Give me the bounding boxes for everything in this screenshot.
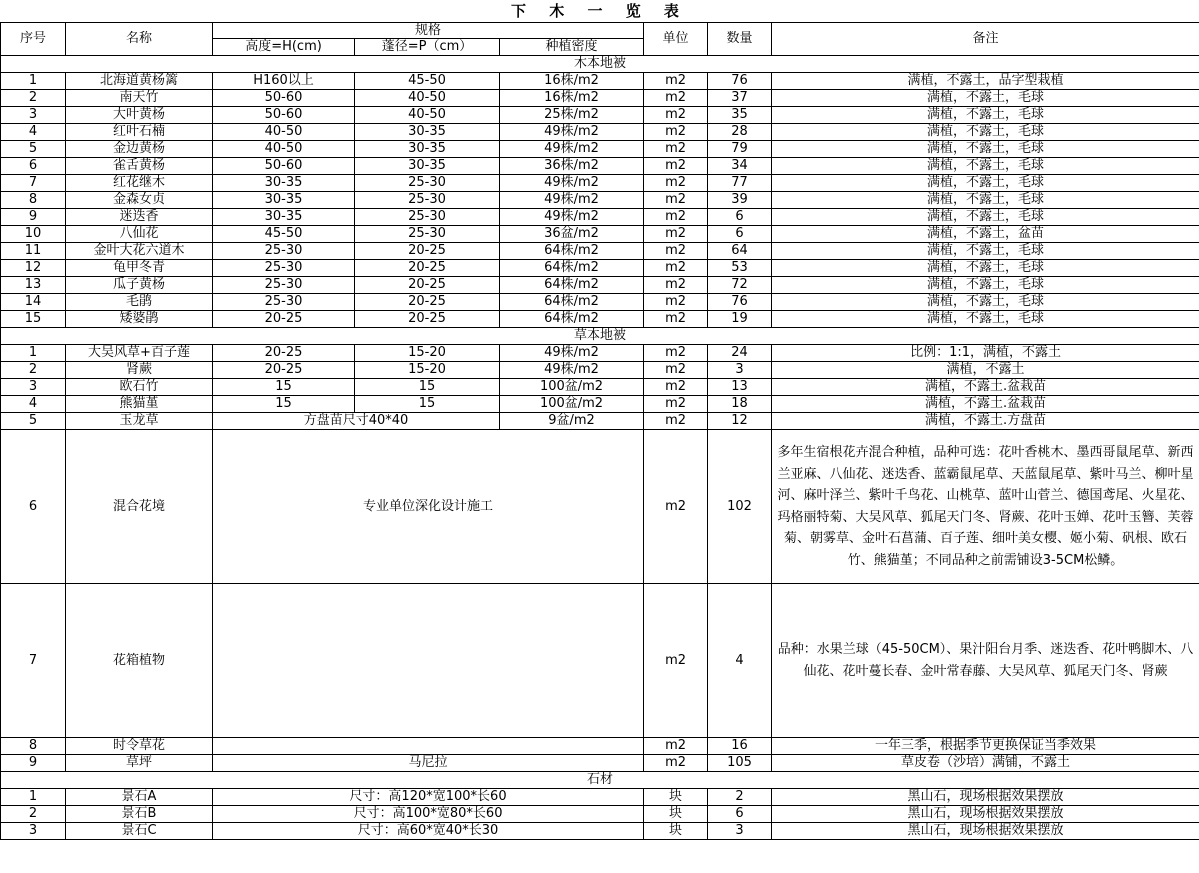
cell-remark: 满植，不露土，毛球	[772, 175, 1199, 192]
cell-index: 2	[1, 362, 66, 379]
cell-height: 20-25	[213, 362, 355, 379]
cell-name: 雀舌黄杨	[66, 158, 213, 175]
cell-name: 景石B	[66, 806, 213, 823]
section-row	[1, 772, 1199, 789]
cell-quantity: 76	[708, 294, 772, 311]
cell-index: 5	[1, 141, 66, 158]
cell-height: 50-60	[213, 90, 355, 107]
cell-quantity: 13	[708, 379, 772, 396]
cell-name: 混合花境	[66, 430, 213, 584]
cell-unit: 块	[644, 823, 708, 840]
cell-index: 6	[1, 158, 66, 175]
table-row	[1, 192, 1199, 209]
cell-quantity: 28	[708, 124, 772, 141]
cell-index: 5	[1, 413, 66, 430]
cell-density: 49株/m2	[500, 141, 644, 158]
cell-index: 2	[1, 90, 66, 107]
cell-remark: 满植，不露土，毛球	[772, 192, 1199, 209]
cell-quantity: 6	[708, 209, 772, 226]
cell-density: 100盆/m2	[500, 379, 644, 396]
cell-remark: 满植，不露土，毛球	[772, 209, 1199, 226]
cell-index: 15	[1, 311, 66, 328]
cell-name: 大吴风草+百子莲	[66, 345, 213, 362]
table-row	[1, 823, 1199, 840]
table-row	[1, 345, 1199, 362]
cell-height: 20-25	[213, 345, 355, 362]
cell-remark: 一年三季，根据季节更换保证当季效果	[772, 738, 1199, 755]
cell-quantity: 2	[708, 789, 772, 806]
cell-unit: m2	[644, 277, 708, 294]
cell-quantity: 16	[708, 738, 772, 755]
cell-remark: 满植，不露土.盆栽苗	[772, 396, 1199, 413]
cell-unit: m2	[644, 107, 708, 124]
cell-name: 金边黄杨	[66, 141, 213, 158]
cell-quantity: 35	[708, 107, 772, 124]
table-row	[1, 396, 1199, 413]
cell-spread: 20-25	[355, 243, 500, 260]
plant-schedule-table	[0, 22, 1199, 840]
cell-quantity: 37	[708, 90, 772, 107]
cell-quantity: 24	[708, 345, 772, 362]
cell-unit: m2	[644, 396, 708, 413]
cell-density: 49株/m2	[500, 192, 644, 209]
cell-unit: m2	[644, 294, 708, 311]
cell-index: 3	[1, 823, 66, 840]
cell-density: 64株/m2	[500, 311, 644, 328]
cell-index: 1	[1, 73, 66, 90]
cell-spread: 25-30	[355, 192, 500, 209]
cell-density: 36盆/m2	[500, 226, 644, 243]
cell-height: 25-30	[213, 294, 355, 311]
table-row	[1, 175, 1199, 192]
cell-density: 100盆/m2	[500, 396, 644, 413]
cell-height: 50-60	[213, 158, 355, 175]
cell-remark: 多年生宿根花卉混合种植，品种可选：花叶香桃木、墨西哥鼠尾草、新西兰亚麻、八仙花、迷迭香、蓝霸鼠尾草、天蓝鼠尾草、紫叶马兰、柳叶星河、麻叶泽兰、紫叶千鸟花、山桃草、蓝叶山菅兰、德国鸢尾、火星花、玛格丽特菊、大吴风草、狐尾天门冬、肾蕨、花叶玉婵、花叶玉簪、芙蓉菊、朝雾草、金叶石菖蒲、百子莲、细叶美女樱、姬小菊、矾根、欧石竹、熊猫堇；不同品种之前需铺设3-5CM松鳞。	[772, 430, 1199, 584]
cell-spec	[213, 738, 644, 755]
cell-unit: m2	[644, 584, 708, 738]
cell-remark: 满植，不露土	[772, 362, 1199, 379]
cell-index: 2	[1, 806, 66, 823]
cell-unit: m2	[644, 345, 708, 362]
cell-density: 36株/m2	[500, 158, 644, 175]
table-row	[1, 124, 1199, 141]
cell-unit: m2	[644, 90, 708, 107]
cell-height: H160以上	[213, 73, 355, 90]
cell-spread: 40-50	[355, 90, 500, 107]
cell-remark: 满植，不露土，毛球	[772, 141, 1199, 158]
cell-spread: 20-25	[355, 294, 500, 311]
cell-index: 7	[1, 175, 66, 192]
cell-spread: 25-30	[355, 175, 500, 192]
cell-quantity: 6	[708, 806, 772, 823]
table-row	[1, 90, 1199, 107]
cell-density: 64株/m2	[500, 243, 644, 260]
table-row	[1, 806, 1199, 823]
section-row	[1, 328, 1199, 345]
cell-quantity: 53	[708, 260, 772, 277]
cell-spread: 30-35	[355, 124, 500, 141]
cell-unit: m2	[644, 413, 708, 430]
section-label: 石材	[1, 772, 1199, 789]
table-title: 下 木 一 览 表	[511, 2, 688, 20]
cell-quantity: 64	[708, 243, 772, 260]
cell-name: 欧石竹	[66, 379, 213, 396]
cell-unit: m2	[644, 260, 708, 277]
cell-index: 11	[1, 243, 66, 260]
table-row	[1, 755, 1199, 772]
cell-spread: 15	[355, 379, 500, 396]
cell-unit: m2	[644, 124, 708, 141]
table-row	[1, 107, 1199, 124]
table-row	[1, 158, 1199, 175]
cell-name: 瓜子黄杨	[66, 277, 213, 294]
cell-quantity: 34	[708, 158, 772, 175]
cell-name: 金叶大花六道木	[66, 243, 213, 260]
cell-remark: 满植，不露土，毛球	[772, 277, 1199, 294]
cell-remark: 满植，不露土，毛球	[772, 107, 1199, 124]
cell-unit: m2	[644, 73, 708, 90]
table-row	[1, 738, 1199, 755]
header-index: 序号	[1, 23, 66, 56]
table-row	[1, 584, 1199, 738]
table-row	[1, 243, 1199, 260]
cell-spec: 尺寸：高100*宽80*长60	[213, 806, 644, 823]
cell-index: 6	[1, 430, 66, 584]
cell-name: 红叶石楠	[66, 124, 213, 141]
table-row	[1, 789, 1199, 806]
table-row	[1, 141, 1199, 158]
header-quantity: 数量	[708, 23, 772, 56]
cell-name: 毛鹃	[66, 294, 213, 311]
cell-name: 景石A	[66, 789, 213, 806]
cell-unit: m2	[644, 158, 708, 175]
cell-name: 八仙花	[66, 226, 213, 243]
cell-density: 49株/m2	[500, 175, 644, 192]
cell-name: 草坪	[66, 755, 213, 772]
cell-density: 64株/m2	[500, 277, 644, 294]
cell-name: 金森女贞	[66, 192, 213, 209]
cell-density: 25株/m2	[500, 107, 644, 124]
cell-spread: 30-35	[355, 141, 500, 158]
table-row	[1, 226, 1199, 243]
header-name: 名称	[66, 23, 213, 56]
cell-unit: m2	[644, 226, 708, 243]
cell-unit: 块	[644, 789, 708, 806]
cell-index: 1	[1, 789, 66, 806]
cell-remark: 满植，不露土，品字型栽植	[772, 73, 1199, 90]
cell-height: 25-30	[213, 260, 355, 277]
cell-name: 熊猫堇	[66, 396, 213, 413]
cell-unit: m2	[644, 738, 708, 755]
cell-quantity: 39	[708, 192, 772, 209]
cell-index: 4	[1, 396, 66, 413]
cell-name: 肾蕨	[66, 362, 213, 379]
cell-quantity: 72	[708, 277, 772, 294]
cell-spec: 尺寸：高120*宽100*长60	[213, 789, 644, 806]
cell-spread: 15	[355, 396, 500, 413]
cell-spread: 45-50	[355, 73, 500, 90]
cell-name: 红花继木	[66, 175, 213, 192]
table-row	[1, 294, 1199, 311]
cell-unit: m2	[644, 192, 708, 209]
cell-quantity: 76	[708, 73, 772, 90]
cell-spread: 25-30	[355, 209, 500, 226]
cell-unit: m2	[644, 209, 708, 226]
cell-remark: 黑山石，现场根据效果摆放	[772, 823, 1199, 840]
cell-spread: 15-20	[355, 345, 500, 362]
cell-remark: 满植，不露土，毛球	[772, 243, 1199, 260]
cell-index: 3	[1, 379, 66, 396]
cell-quantity: 4	[708, 584, 772, 738]
cell-remark: 品种：水果兰球（45-50CM）、果汁阳台月季、迷迭香、花叶鸭脚木、八仙花、花叶蔓长春、金叶常春藤、大吴风草、狐尾天门冬、肾蕨	[772, 584, 1199, 738]
table-row	[1, 260, 1199, 277]
section-row	[1, 56, 1199, 73]
cell-remark: 满植，不露土，盆苗	[772, 226, 1199, 243]
cell-quantity: 77	[708, 175, 772, 192]
cell-remark: 黑山石，现场根据效果摆放	[772, 789, 1199, 806]
cell-name: 南天竹	[66, 90, 213, 107]
cell-remark: 满植，不露土.方盘苗	[772, 413, 1199, 430]
cell-spec: 方盘苗尺寸40*40	[213, 413, 500, 430]
cell-spread: 25-30	[355, 226, 500, 243]
cell-quantity: 18	[708, 396, 772, 413]
cell-height: 45-50	[213, 226, 355, 243]
cell-height: 30-35	[213, 175, 355, 192]
cell-unit: m2	[644, 243, 708, 260]
cell-name: 迷迭香	[66, 209, 213, 226]
cell-index: 9	[1, 755, 66, 772]
cell-spec: 马尼拉	[213, 755, 644, 772]
cell-spread: 20-25	[355, 260, 500, 277]
cell-height: 15	[213, 379, 355, 396]
header-unit: 单位	[644, 23, 708, 56]
cell-height: 30-35	[213, 209, 355, 226]
cell-spec: 专业单位深化设计施工	[213, 430, 644, 584]
cell-unit: m2	[644, 311, 708, 328]
cell-index: 1	[1, 345, 66, 362]
cell-height: 50-60	[213, 107, 355, 124]
table-row	[1, 430, 1199, 584]
cell-name: 龟甲冬青	[66, 260, 213, 277]
table-row	[1, 379, 1199, 396]
cell-quantity: 6	[708, 226, 772, 243]
cell-name: 景石C	[66, 823, 213, 840]
cell-quantity: 3	[708, 823, 772, 840]
cell-unit: m2	[644, 379, 708, 396]
cell-height: 25-30	[213, 277, 355, 294]
table-row	[1, 413, 1199, 430]
cell-remark: 满植，不露土，毛球	[772, 260, 1199, 277]
header-density: 种植密度	[500, 39, 644, 56]
cell-unit: m2	[644, 362, 708, 379]
cell-density: 9盆/m2	[500, 413, 644, 430]
cell-spread: 30-35	[355, 158, 500, 175]
cell-unit: m2	[644, 141, 708, 158]
cell-height: 40-50	[213, 124, 355, 141]
cell-density: 64株/m2	[500, 260, 644, 277]
cell-name: 时令草花	[66, 738, 213, 755]
cell-height: 25-30	[213, 243, 355, 260]
table-row	[1, 311, 1199, 328]
cell-quantity: 3	[708, 362, 772, 379]
cell-quantity: 19	[708, 311, 772, 328]
cell-remark: 黑山石，现场根据效果摆放	[772, 806, 1199, 823]
cell-index: 8	[1, 738, 66, 755]
cell-density: 49株/m2	[500, 124, 644, 141]
cell-unit: m2	[644, 175, 708, 192]
cell-density: 49株/m2	[500, 362, 644, 379]
cell-density: 49株/m2	[500, 209, 644, 226]
cell-unit: m2	[644, 430, 708, 584]
header-spread: 蓬径=P（cm）	[355, 39, 500, 56]
header-remark: 备注	[772, 23, 1199, 56]
cell-index: 12	[1, 260, 66, 277]
cell-index: 10	[1, 226, 66, 243]
section-label: 木本地被	[1, 56, 1199, 73]
cell-name: 北海道黄杨篱	[66, 73, 213, 90]
cell-remark: 满植，不露土.盆栽苗	[772, 379, 1199, 396]
cell-index: 8	[1, 192, 66, 209]
table-row	[1, 277, 1199, 294]
cell-spread: 15-20	[355, 362, 500, 379]
cell-height: 40-50	[213, 141, 355, 158]
cell-remark: 满植，不露土，毛球	[772, 158, 1199, 175]
cell-index: 14	[1, 294, 66, 311]
cell-index: 7	[1, 584, 66, 738]
cell-index: 4	[1, 124, 66, 141]
cell-density: 64株/m2	[500, 294, 644, 311]
cell-remark: 满植，不露土，毛球	[772, 124, 1199, 141]
table-row	[1, 362, 1199, 379]
cell-name: 花箱植物	[66, 584, 213, 738]
cell-remark: 草皮卷（沙培）满铺，不露土	[772, 755, 1199, 772]
cell-height: 30-35	[213, 192, 355, 209]
table-row	[1, 73, 1199, 90]
cell-density: 16株/m2	[500, 73, 644, 90]
cell-density: 49株/m2	[500, 345, 644, 362]
cell-quantity: 79	[708, 141, 772, 158]
cell-spread: 20-25	[355, 277, 500, 294]
cell-density: 16株/m2	[500, 90, 644, 107]
cell-index: 13	[1, 277, 66, 294]
cell-height: 15	[213, 396, 355, 413]
header-height: 高度=H(cm)	[213, 39, 355, 56]
cell-spread: 20-25	[355, 311, 500, 328]
cell-remark: 满植，不露土，毛球	[772, 90, 1199, 107]
cell-index: 3	[1, 107, 66, 124]
cell-spread: 40-50	[355, 107, 500, 124]
cell-remark: 满植，不露土，毛球	[772, 294, 1199, 311]
cell-index: 9	[1, 209, 66, 226]
cell-spec	[213, 584, 644, 738]
header-spec: 规格	[213, 23, 644, 39]
cell-quantity: 12	[708, 413, 772, 430]
cell-quantity: 102	[708, 430, 772, 584]
section-label: 草本地被	[1, 328, 1199, 345]
cell-spec: 尺寸：高60*宽40*长30	[213, 823, 644, 840]
cell-name: 矮婆鹃	[66, 311, 213, 328]
cell-remark: 比例：1:1，满植，不露土	[772, 345, 1199, 362]
cell-height: 20-25	[213, 311, 355, 328]
cell-name: 大叶黄杨	[66, 107, 213, 124]
cell-remark: 满植，不露土，毛球	[772, 311, 1199, 328]
cell-quantity: 105	[708, 755, 772, 772]
cell-unit: 块	[644, 806, 708, 823]
table-row	[1, 209, 1199, 226]
cell-unit: m2	[644, 755, 708, 772]
cell-name: 玉龙草	[66, 413, 213, 430]
header-row-1	[1, 23, 1199, 39]
